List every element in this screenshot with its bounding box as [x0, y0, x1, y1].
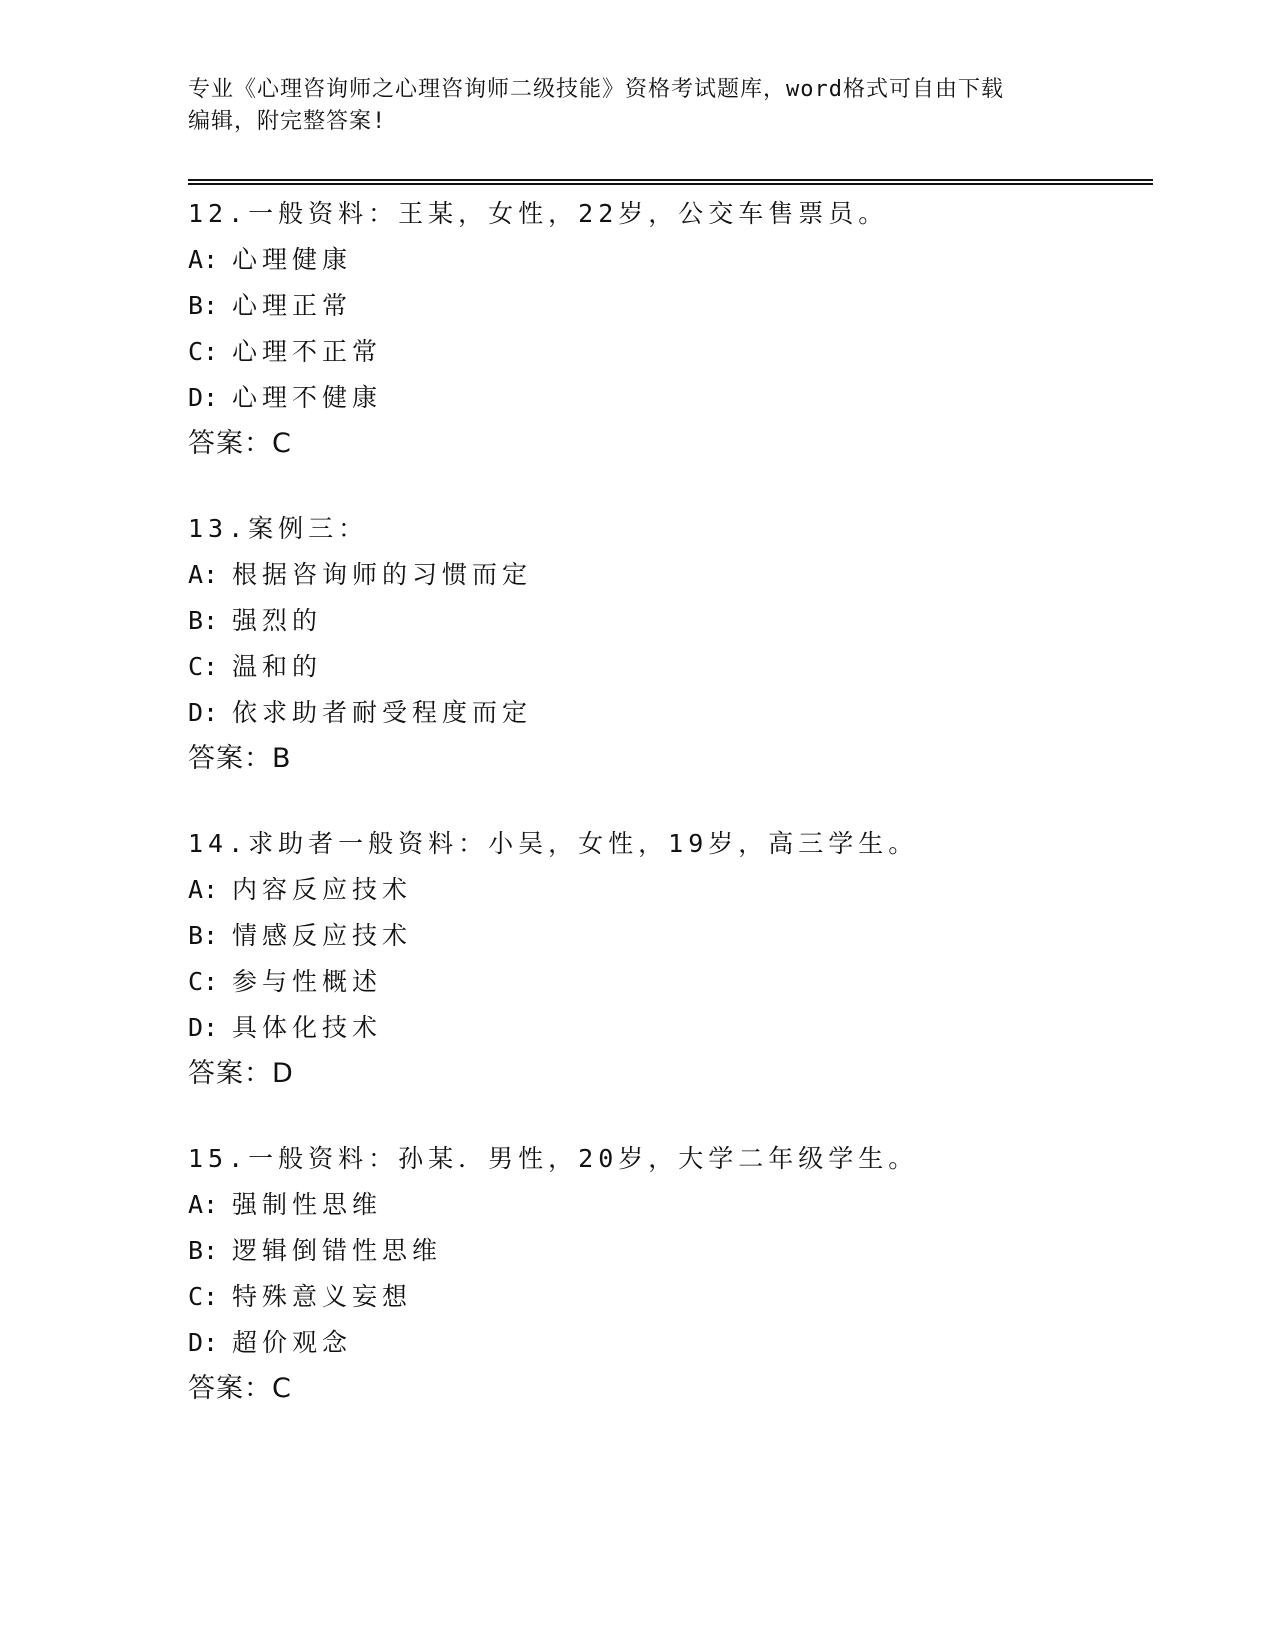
option-letter: C:: [188, 967, 219, 996]
option-text: 内容反应技术: [232, 875, 413, 904]
option-letter: A:: [188, 1190, 219, 1219]
option-text: 强烈的: [232, 606, 323, 635]
option-d: [188, 690, 1148, 736]
question-12: [188, 191, 1148, 467]
option-text: 强制性思维: [232, 1190, 383, 1219]
option-letter: C:: [188, 652, 219, 681]
option-letter: D:: [188, 698, 219, 727]
option-text: 根据咨询师的习惯而定: [232, 560, 533, 589]
option-text: 超价观念: [232, 1328, 353, 1357]
question-list: [188, 191, 1148, 1412]
option-text: 心理正常: [232, 291, 353, 320]
option-text: 情感反应技术: [232, 921, 413, 950]
option-a: [188, 237, 1148, 283]
answer-label: 答案：B: [188, 743, 292, 774]
option-text: 具体化技术: [232, 1013, 383, 1042]
answer-label: 答案：C: [188, 1373, 292, 1404]
option-text: 参与性概述: [232, 967, 383, 996]
option-letter: D:: [188, 383, 219, 412]
option-d: [188, 1005, 1148, 1051]
option-a: [188, 867, 1148, 913]
option-b: [188, 1228, 1148, 1274]
option-a: [188, 552, 1148, 598]
option-b: [188, 913, 1148, 959]
option-text: 逻辑倒错性思维: [232, 1236, 443, 1265]
option-letter: D:: [188, 1013, 219, 1042]
option-b: [188, 283, 1148, 329]
option-letter: B:: [188, 291, 219, 320]
question-14: [188, 821, 1148, 1097]
header-line-1: 专业《心理咨询师之心理咨询师二级技能》资格考试题库，word格式可自由下载: [188, 77, 1004, 102]
answer-label: 答案：D: [188, 1058, 294, 1089]
option-text: 特殊意义妄想: [232, 1282, 413, 1311]
option-c: [188, 644, 1148, 690]
option-text: 心理健康: [232, 245, 353, 274]
option-letter: A:: [188, 560, 219, 589]
option-letter: B:: [188, 1236, 219, 1265]
option-text: 心理不健康: [232, 383, 383, 412]
question-stem: 14.求助者一般资料：小吴，女性，19岁，高三学生。: [188, 829, 919, 858]
question-13: [188, 506, 1148, 782]
header-double-rule: [188, 179, 1153, 185]
option-letter: C:: [188, 337, 219, 366]
answer-label: 答案：C: [188, 428, 292, 459]
question-stem: 12.一般资料：王某，女性，22岁，公交车售票员。: [188, 199, 889, 228]
question-stem: 15.一般资料：孙某．男性，20岁，大学二年级学生。: [188, 1144, 919, 1173]
option-letter: A:: [188, 245, 219, 274]
header-line-2: 编辑，附完整答案!: [188, 109, 387, 134]
option-letter: B:: [188, 606, 219, 635]
option-d: [188, 1320, 1148, 1366]
option-a: [188, 1182, 1148, 1228]
option-c: [188, 959, 1148, 1005]
option-letter: C:: [188, 1282, 219, 1311]
option-text: 心理不正常: [232, 337, 383, 366]
option-text: 依求助者耐受程度而定: [232, 698, 533, 727]
document-header: [188, 74, 1088, 138]
option-b: [188, 598, 1148, 644]
option-d: [188, 375, 1148, 421]
question-15: [188, 1136, 1148, 1412]
option-letter: B:: [188, 921, 219, 950]
option-c: [188, 329, 1148, 375]
option-c: [188, 1274, 1148, 1320]
option-letter: D:: [188, 1328, 219, 1357]
option-letter: A:: [188, 875, 219, 904]
question-stem: 13.案例三：: [188, 514, 369, 543]
option-text: 温和的: [232, 652, 323, 681]
